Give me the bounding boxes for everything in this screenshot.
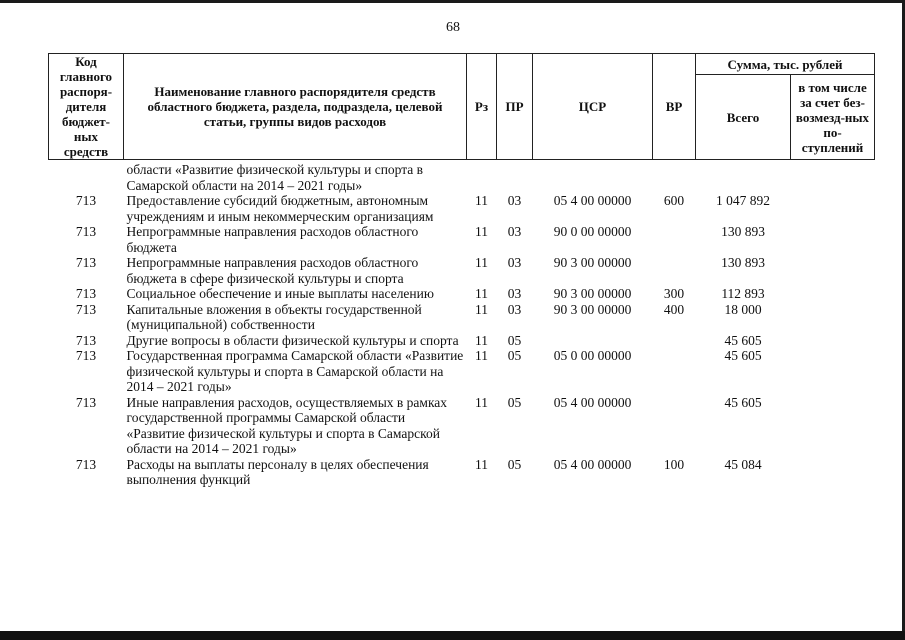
header-name: Наименование главного распорядителя средств областного бюджета, раздела, подраздела, целевой статьи, группы видов расходов bbox=[124, 54, 467, 160]
cell-code: 713 bbox=[75, 193, 97, 208]
cell-code: 713 bbox=[75, 394, 97, 410]
cell-total: 45 605 bbox=[724, 332, 762, 348]
cell-csr: 90 3 00 00000 bbox=[553, 255, 632, 270]
cell-csr: 05 4 00 00000 bbox=[553, 456, 632, 472]
table-header bbox=[49, 54, 875, 160]
header-pr: ПР bbox=[497, 54, 533, 160]
cell-gratuitous bbox=[791, 193, 875, 224]
cell-rz: 11 bbox=[475, 394, 488, 410]
table-body bbox=[49, 160, 875, 488]
table-row bbox=[49, 457, 875, 488]
cell-name: области «Развитие физической культуры и спорта в Самарской области на 2014 – 2021 годы» bbox=[126, 162, 424, 193]
page-number: 68 bbox=[446, 20, 460, 35]
cell-name: Непрограммные направления расходов областного бюджета в сфере физической культуры и спорта bbox=[126, 255, 419, 286]
cell-vr bbox=[653, 395, 696, 457]
cell-name: Капитальные вложения в объекты государственной (муниципальной) собственности bbox=[126, 301, 422, 332]
cell-pr: 05 bbox=[507, 394, 522, 410]
table-row bbox=[49, 348, 875, 395]
cell-pr: 03 bbox=[507, 286, 522, 301]
table-row bbox=[49, 255, 875, 286]
cell-csr: 05 4 00 00000 bbox=[553, 394, 632, 410]
cell-code: 713 bbox=[75, 255, 97, 270]
cell-csr: 05 4 00 00000 bbox=[553, 193, 632, 208]
header-code: Код главного распоря-дителя бюджет-ных средств bbox=[49, 54, 124, 160]
cell-total: 18 000 bbox=[724, 301, 762, 317]
cell-gratuitous bbox=[791, 255, 875, 286]
cell-csr bbox=[533, 333, 653, 349]
header-rz: Рз bbox=[467, 54, 497, 160]
cell-pr: 05 bbox=[507, 348, 522, 363]
cell-total: 130 893 bbox=[721, 255, 765, 270]
cell-csr: 90 3 00 00000 bbox=[553, 286, 632, 301]
cell-gratuitous bbox=[791, 395, 875, 457]
cell-pr: 03 bbox=[507, 255, 522, 270]
cell-name: Социальное обеспечение и иные выплаты населению bbox=[126, 286, 434, 301]
cell-rz: 11 bbox=[475, 224, 488, 239]
cell-vr bbox=[653, 224, 696, 255]
cell-code: 713 bbox=[75, 224, 97, 239]
table-row bbox=[49, 286, 875, 302]
cell-rz: 11 bbox=[475, 332, 488, 348]
header-vr: ВР bbox=[653, 54, 696, 160]
cell-vr bbox=[653, 348, 696, 395]
cell-total: 45 084 bbox=[724, 456, 762, 472]
cell-vr: 600 bbox=[663, 193, 685, 208]
cell-vr: 300 bbox=[663, 286, 685, 301]
header-gratuitous: в том числе за счет без-возмезд-ных по-ступлений bbox=[791, 75, 875, 160]
header-total: Всего bbox=[696, 75, 791, 160]
cell-csr: 05 0 00 00000 bbox=[553, 348, 632, 363]
cell-code: 713 bbox=[75, 348, 97, 363]
cell-rz: 11 bbox=[475, 456, 488, 472]
cell-total: 45 605 bbox=[724, 394, 762, 410]
cell-gratuitous bbox=[791, 160, 875, 194]
cell-pr: 05 bbox=[507, 332, 522, 348]
header-csr: ЦСР bbox=[533, 54, 653, 160]
cell-vr bbox=[653, 333, 696, 349]
cell-code: 713 bbox=[75, 301, 97, 317]
cell-vr bbox=[653, 255, 696, 286]
cell-total: 112 893 bbox=[721, 286, 765, 301]
cell-gratuitous bbox=[791, 457, 875, 488]
cell-name: Предоставление субсидий бюджетным, автономным учреждениям и иным некоммерческим организациям bbox=[126, 193, 434, 224]
cell-rz: 11 bbox=[475, 348, 488, 363]
scan-bottom-edge bbox=[0, 631, 905, 640]
cell-code: 713 bbox=[75, 286, 97, 301]
cell-gratuitous bbox=[791, 302, 875, 333]
cell-pr: 03 bbox=[507, 224, 522, 239]
cell-total bbox=[696, 160, 791, 194]
cell-gratuitous bbox=[791, 348, 875, 395]
table-row bbox=[49, 302, 875, 333]
cell-gratuitous bbox=[791, 286, 875, 302]
budget-table bbox=[48, 53, 875, 488]
cell-vr: 100 bbox=[663, 456, 685, 472]
cell-total: 1 047 892 bbox=[716, 193, 770, 208]
cell-rz: 11 bbox=[475, 193, 488, 208]
cell-code bbox=[49, 160, 124, 194]
cell-gratuitous bbox=[791, 224, 875, 255]
cell-vr: 400 bbox=[663, 301, 685, 317]
table-row bbox=[49, 333, 875, 349]
cell-csr: 90 0 00 00000 bbox=[553, 224, 632, 239]
cell-pr: 05 bbox=[507, 456, 522, 472]
cell-vr bbox=[653, 160, 696, 194]
cell-pr bbox=[497, 160, 533, 194]
cell-code: 713 bbox=[75, 456, 97, 472]
table-row bbox=[49, 193, 875, 224]
table-row bbox=[49, 160, 875, 194]
cell-total: 130 893 bbox=[721, 224, 765, 239]
cell-name: Иные направления расходов, осуществляемых в рамках государственной программы Самарской области «Развитие физической культуры и спорта в Самарской области на 2014 – 2021 годы» bbox=[126, 394, 448, 456]
header-sum-group: Сумма, тыс. рублей bbox=[696, 54, 875, 75]
table-row bbox=[49, 395, 875, 457]
cell-rz: 11 bbox=[475, 255, 488, 270]
cell-name: Другие вопросы в области физической культуры и спорта bbox=[126, 332, 459, 348]
cell-csr: 90 3 00 00000 bbox=[553, 301, 632, 317]
cell-name: Государственная программа Самарской области «Развитие физической культуры и спорта в Самарской области на 2014 – 2021 годы» bbox=[126, 348, 464, 394]
cell-rz: 11 bbox=[475, 286, 488, 301]
table-row bbox=[49, 224, 875, 255]
cell-gratuitous bbox=[791, 333, 875, 349]
cell-name: Расходы на выплаты персоналу в целях обеспечения выполнения функций bbox=[126, 456, 429, 487]
cell-total: 45 605 bbox=[724, 348, 762, 363]
cell-name: Непрограммные направления расходов областного бюджета bbox=[126, 224, 419, 255]
scan-top-edge bbox=[0, 0, 905, 3]
cell-csr bbox=[533, 160, 653, 194]
cell-pr: 03 bbox=[507, 301, 522, 317]
cell-code: 713 bbox=[75, 332, 97, 348]
cell-rz: 11 bbox=[475, 301, 488, 317]
cell-pr: 03 bbox=[507, 193, 522, 208]
cell-rz bbox=[467, 160, 497, 194]
